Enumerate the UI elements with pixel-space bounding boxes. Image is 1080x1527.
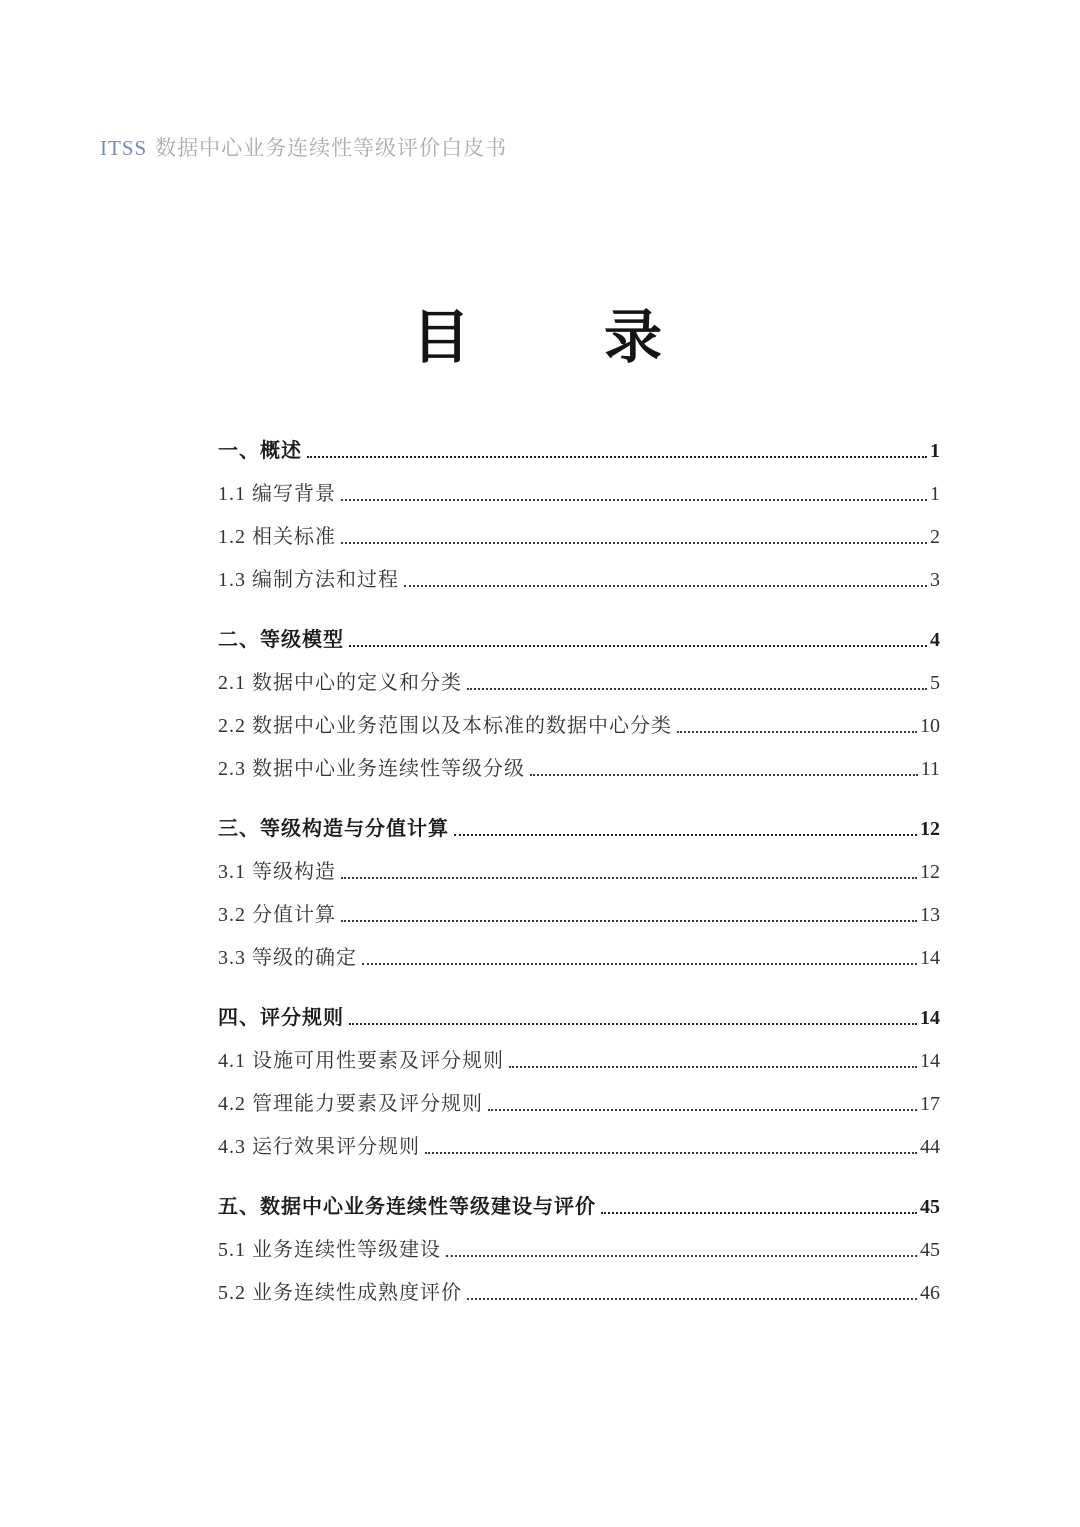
- toc-heading-row: [218, 1196, 940, 1219]
- toc-page-number: 45: [920, 1239, 940, 1261]
- toc-section-4: [218, 1007, 940, 1159]
- leader-dots: [341, 920, 917, 922]
- leader-dots: [446, 1255, 917, 1257]
- leader-dots: [341, 542, 927, 544]
- leader-dots: [467, 688, 927, 690]
- toc-entry-label: 5.1 业务连续性等级建设: [218, 1239, 441, 1261]
- toc-entry-label: 3.3 等级的确定: [218, 947, 357, 969]
- leader-dots: [341, 877, 917, 879]
- toc-page-number: 2: [930, 526, 940, 548]
- toc-entry-row: [218, 569, 940, 592]
- toc-page-number: 4: [930, 629, 940, 651]
- toc-page-number: 1: [930, 440, 940, 462]
- toc-entry-row: [218, 947, 940, 970]
- leader-dots: [454, 834, 917, 836]
- toc-entry-row: [218, 758, 940, 781]
- toc-page-number: 12: [920, 818, 940, 840]
- toc-page-number: 44: [920, 1136, 940, 1158]
- header-subtitle: 数据中心业务连续性等级评价白皮书: [155, 136, 508, 160]
- toc-page-number: 5: [930, 672, 940, 694]
- toc-heading-label: 五、数据中心业务连续性等级建设与评价: [218, 1196, 596, 1218]
- toc-entry-row: [218, 1050, 940, 1073]
- toc-page-number: 17: [920, 1093, 940, 1115]
- toc-entry-label: 5.2 业务连续性成熟度评价: [218, 1282, 462, 1304]
- toc-page-number: 10: [920, 715, 940, 737]
- toc-entry-label: 3.1 等级构造: [218, 861, 336, 883]
- leader-dots: [349, 645, 927, 647]
- toc-section-5: [218, 1196, 940, 1305]
- toc-entry-row: [218, 526, 940, 549]
- toc-entry-row: [218, 1282, 940, 1305]
- leader-dots: [349, 1023, 917, 1025]
- toc-entry-label: 4.3 运行效果评分规则: [218, 1136, 420, 1158]
- toc-page-number: 46: [920, 1282, 940, 1304]
- leader-dots: [509, 1066, 917, 1068]
- toc-entry-row: [218, 1136, 940, 1159]
- toc-page-number: 11: [920, 758, 940, 780]
- toc-entry-label: 4.1 设施可用性要素及评分规则: [218, 1050, 504, 1072]
- toc-section-3: [218, 818, 940, 970]
- toc-entry-row: [218, 715, 940, 738]
- leader-dots: [341, 499, 927, 501]
- toc-heading-label: 四、评分规则: [218, 1007, 344, 1029]
- toc-page-number: 14: [920, 1007, 940, 1029]
- document-header: [100, 132, 507, 162]
- toc-entry-row: [218, 904, 940, 927]
- toc-heading-row: [218, 629, 940, 652]
- toc-heading-label: 三、等级构造与分值计算: [218, 818, 449, 840]
- leader-dots: [601, 1212, 917, 1214]
- toc-entry-row: [218, 1239, 940, 1262]
- toc-entry-label: 1.1 编写背景: [218, 483, 336, 505]
- toc-entry-row: [218, 483, 940, 506]
- toc-page-number: 14: [920, 947, 940, 969]
- leader-dots: [530, 774, 918, 776]
- toc-section-1: [218, 440, 940, 592]
- toc-section-2: [218, 629, 940, 781]
- toc-page-number: 14: [920, 1050, 940, 1072]
- toc-entry-row: [218, 672, 940, 695]
- header-brand: ITSS: [100, 136, 148, 160]
- leader-dots: [404, 585, 927, 587]
- toc-heading-row: [218, 818, 940, 841]
- toc-entry-row: [218, 1093, 940, 1116]
- toc-page-number: 3: [930, 569, 940, 591]
- page-title: 目 录: [411, 305, 668, 370]
- toc-heading-label: 二、等级模型: [218, 629, 344, 651]
- toc-entry-label: 4.2 管理能力要素及评分规则: [218, 1093, 483, 1115]
- table-of-contents: [218, 440, 940, 1325]
- leader-dots: [362, 963, 917, 965]
- toc-entry-label: 3.2 分值计算: [218, 904, 336, 926]
- leader-dots: [425, 1152, 917, 1154]
- leader-dots: [488, 1109, 917, 1111]
- toc-page-number: 12: [920, 861, 940, 883]
- toc-heading-label: 一、概述: [218, 440, 302, 462]
- toc-entry-label: 2.2 数据中心业务范围以及本标准的数据中心分类: [218, 715, 672, 737]
- toc-page-number: 45: [920, 1196, 940, 1218]
- toc-heading-row: [218, 1007, 940, 1030]
- leader-dots: [467, 1298, 917, 1300]
- toc-entry-row: [218, 861, 940, 884]
- leader-dots: [677, 731, 917, 733]
- toc-entry-label: 2.3 数据中心业务连续性等级分级: [218, 758, 525, 780]
- toc-page-number: 13: [920, 904, 940, 926]
- toc-page-number: 1: [930, 483, 940, 505]
- toc-entry-label: 2.1 数据中心的定义和分类: [218, 672, 462, 694]
- toc-heading-row: [218, 440, 940, 463]
- toc-entry-label: 1.2 相关标准: [218, 526, 336, 548]
- leader-dots: [307, 456, 927, 458]
- toc-entry-label: 1.3 编制方法和过程: [218, 569, 399, 591]
